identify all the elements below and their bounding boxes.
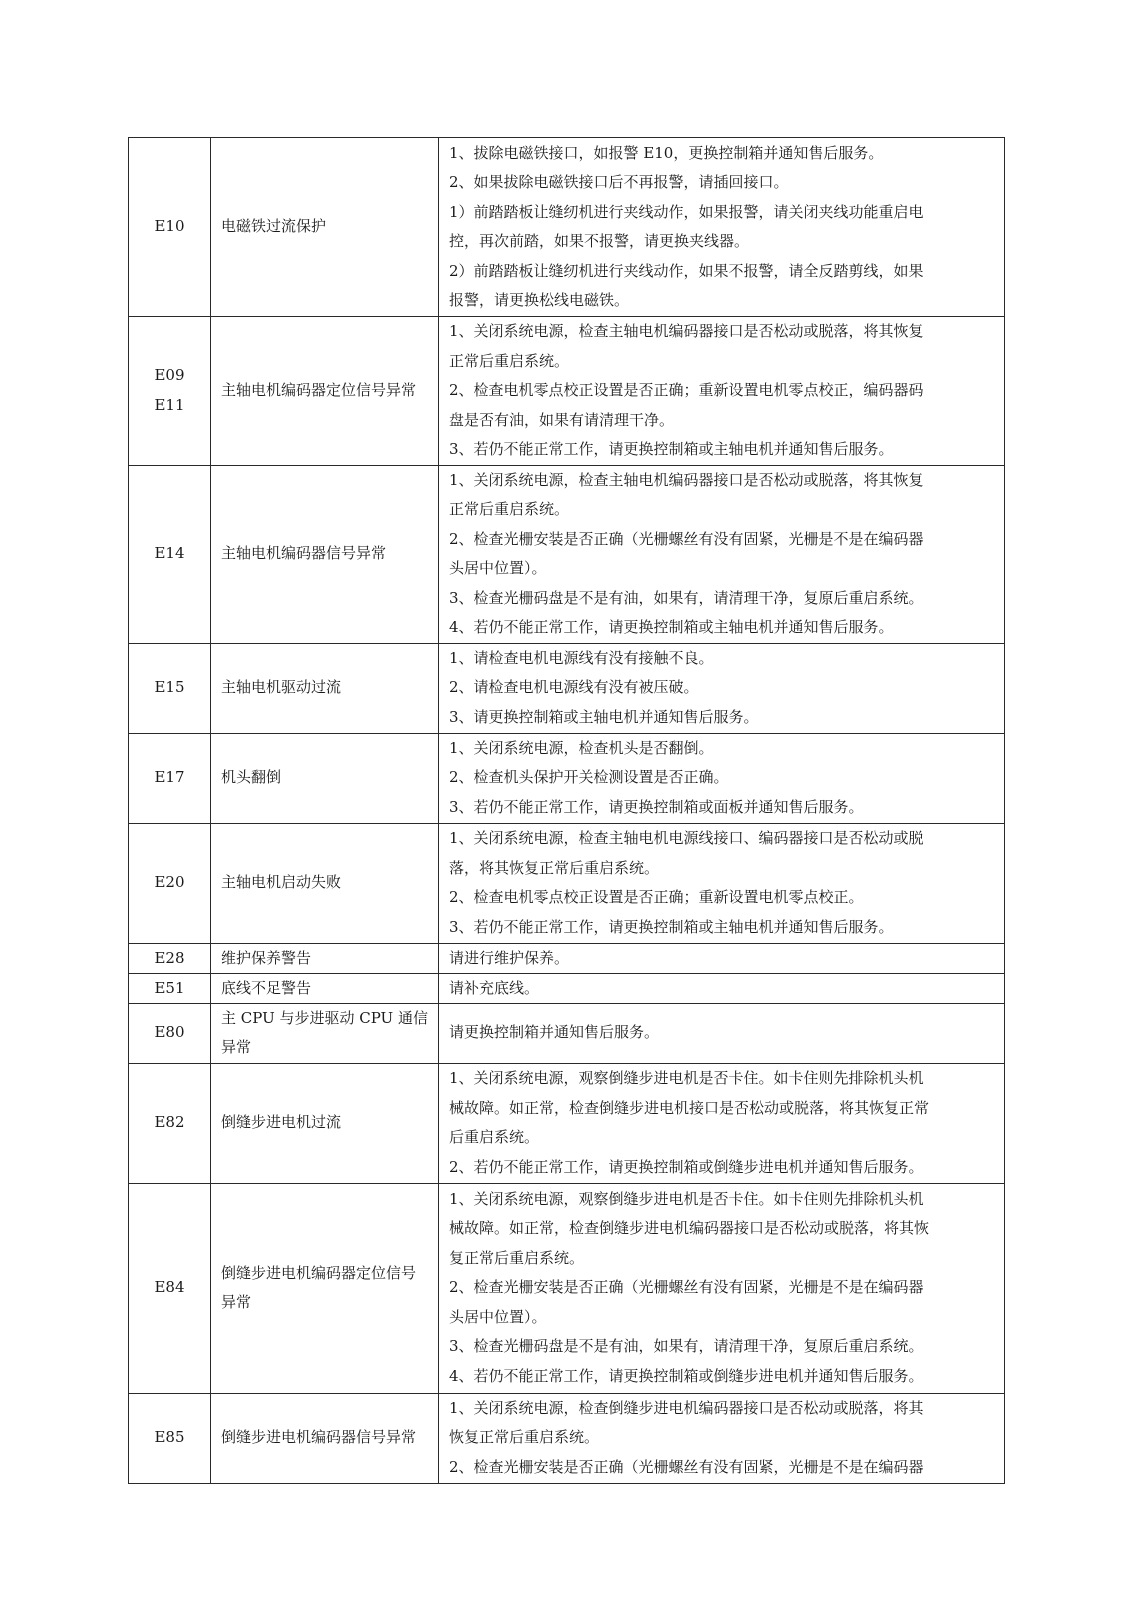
error-code: E20 (154, 873, 185, 892)
error-code-cell (129, 943, 211, 973)
error-code: E11 (154, 395, 185, 414)
error-code-cell (129, 465, 211, 643)
solution-line: 2、检查光栅安装是否正确（光栅螺丝有没有固紧，光栅是不是在编码器 (449, 529, 924, 548)
table-row (129, 1063, 1005, 1183)
table-row (129, 465, 1005, 643)
error-code-cell (129, 973, 211, 1003)
solution-line: 4、若仍不能正常工作，请更换控制箱或主轴电机并通知售后服务。 (449, 618, 894, 636)
table-row (129, 1393, 1005, 1483)
error-name-cell: 主轴电机启动失败 (211, 823, 439, 943)
error-code-cell (129, 1003, 211, 1063)
solution-cell (439, 1003, 1005, 1063)
table-row (129, 943, 1005, 973)
error-code: E09 (154, 366, 185, 385)
error-code-cell (129, 643, 211, 733)
solution-line: 1、关闭系统电源，检查倒缝步进电机编码器接口是否松动或脱落，将其 (449, 1398, 924, 1417)
solution-cell (439, 1393, 1005, 1483)
solution-line: 1、关闭系统电源，检查主轴电机电源线接口、编码器接口是否松动或脱 (449, 829, 924, 847)
error-code-cell (129, 823, 211, 943)
solution-cell (439, 1063, 1005, 1183)
solution-line: 请更换控制箱并通知售后服务。 (449, 1023, 660, 1042)
solution-line: 1、拔除电磁铁接口，如报警 E10，更换控制箱并通知售后服务。 (449, 143, 884, 162)
solution-cell (439, 138, 1005, 317)
table-row (129, 317, 1005, 466)
solution-line: 2、检查光栅安装是否正确（光栅螺丝有没有固紧，光栅是不是在编码器 (449, 1457, 924, 1476)
solution-line: 3、若仍不能正常工作，请更换控制箱或主轴电机并通知售后服务。 (449, 440, 894, 458)
solution-line: 械故障。如正常，检查倒缝步进电机接口是否松动或脱落，将其恢复正常 (449, 1098, 930, 1117)
solution-line: 2、如果拔除电磁铁接口后不再报警，请插回接口。 (449, 173, 789, 191)
solution-line: 请进行维护保养。 (449, 949, 570, 967)
error-name-cell: 主轴电机编码器定位信号异常 (211, 317, 439, 466)
solution-line: 2、若仍不能正常工作，请更换控制箱或倒缝步进电机并通知售后服务。 (449, 1157, 924, 1176)
error-code-cell (129, 138, 211, 317)
solution-line: 1、关闭系统电源，检查主轴电机编码器接口是否松动或脱落，将其恢复 (449, 470, 924, 489)
error-code: E84 (154, 1278, 185, 1297)
error-code: E10 (154, 217, 185, 236)
solution-line: 2、检查光栅安装是否正确（光栅螺丝有没有固紧，光栅是不是在编码器 (449, 1278, 924, 1297)
solution-line: 1、关闭系统电源，检查机头是否翻倒。 (449, 738, 714, 757)
solution-line: 2、检查电机零点校正设置是否正确；重新设置电机零点校正。 (449, 888, 864, 906)
table-row (129, 1183, 1005, 1393)
error-code-table (128, 137, 1005, 1484)
solution-cell (439, 465, 1005, 643)
error-name-cell: 倒缝步进电机过流 (211, 1063, 439, 1183)
error-name-cell: 维护保养警告 (211, 943, 439, 973)
error-name-cell: 倒缝步进电机编码器定位信号异常 (211, 1183, 439, 1393)
solution-line: 1、关闭系统电源，观察倒缝步进电机是否卡住。如卡住则先排除机头机 (449, 1189, 924, 1208)
error-name-cell: 机头翻倒 (211, 733, 439, 823)
solution-cell (439, 733, 1005, 823)
error-code: E28 (154, 949, 185, 967)
solution-line: 3、若仍不能正常工作，请更换控制箱或面板并通知售后服务。 (449, 797, 864, 816)
solution-cell (439, 643, 1005, 733)
solution-line: 盘是否有油，如果有请清理干净。 (449, 410, 675, 429)
solution-line: 2、检查电机零点校正设置是否正确；重新设置电机零点校正，编码器码 (449, 381, 924, 399)
error-code: E17 (154, 768, 185, 787)
error-code: E82 (154, 1113, 185, 1132)
solution-line: 1）前踏踏板让缝纫机进行夹线动作，如果报警，请关闭夹线功能重启电 (449, 202, 924, 221)
error-name-cell: 主 CPU 与步进驱动 CPU 通信异常 (211, 1003, 439, 1063)
table-row (129, 823, 1005, 943)
solution-line: 1、请检查电机电源线有没有接触不良。 (449, 648, 714, 667)
solution-cell (439, 317, 1005, 466)
solution-line: 后重启系统。 (449, 1128, 540, 1146)
solution-line: 控，再次前踏，如果不报警，请更换夹线器。 (449, 232, 750, 250)
solution-line: 1、关闭系统电源，检查主轴电机编码器接口是否松动或脱落，将其恢复 (449, 322, 924, 340)
error-code: E14 (154, 544, 185, 563)
solution-line: 恢复正常后重启系统。 (449, 1428, 600, 1447)
solution-line: 械故障。如正常，检查倒缝步进电机编码器接口是否松动或脱落，将其恢 (449, 1219, 930, 1238)
error-code-cell (129, 1393, 211, 1483)
solution-line: 正常后重启系统。 (449, 500, 570, 518)
error-code: E15 (154, 678, 185, 697)
solution-line: 请补充底线。 (449, 979, 540, 997)
solution-line: 报警，请更换松线电磁铁。 (449, 291, 630, 309)
solution-line: 3、检查光栅码盘是不是有油，如果有，请清理干净，复原后重启系统。 (449, 588, 924, 607)
table-row (129, 733, 1005, 823)
table-row (129, 1003, 1005, 1063)
solution-line: 4、若仍不能正常工作，请更换控制箱或倒缝步进电机并通知售后服务。 (449, 1366, 924, 1385)
error-code: E51 (154, 979, 185, 997)
solution-cell (439, 1183, 1005, 1393)
error-code-cell (129, 317, 211, 466)
error-name-cell: 主轴电机驱动过流 (211, 643, 439, 733)
solution-line: 头居中位置）。 (449, 559, 547, 577)
solution-cell (439, 943, 1005, 973)
error-code-cell (129, 733, 211, 823)
solution-line: 2、请检查电机电源线有没有被压破。 (449, 678, 699, 697)
solution-line: 落，将其恢复正常后重启系统。 (449, 858, 660, 877)
error-code: E85 (154, 1428, 185, 1447)
table-row (129, 643, 1005, 733)
solution-line: 3、若仍不能正常工作，请更换控制箱或主轴电机并通知售后服务。 (449, 917, 894, 936)
solution-line: 正常后重启系统。 (449, 351, 570, 370)
solution-line: 3、请更换控制箱或主轴电机并通知售后服务。 (449, 707, 759, 726)
error-name-cell: 电磁铁过流保护 (211, 138, 439, 317)
error-code: E80 (154, 1023, 185, 1042)
table-row (129, 138, 1005, 317)
solution-line: 2）前踏踏板让缝纫机进行夹线动作，如果不报警，请全反踏剪线，如果 (449, 261, 924, 280)
table-row (129, 973, 1005, 1003)
error-name-cell: 倒缝步进电机编码器信号异常 (211, 1393, 439, 1483)
solution-cell (439, 973, 1005, 1003)
error-name-cell: 主轴电机编码器信号异常 (211, 465, 439, 643)
error-code-cell (129, 1183, 211, 1393)
error-name-cell: 底线不足警告 (211, 973, 439, 1003)
solution-cell (439, 823, 1005, 943)
error-code-cell (129, 1063, 211, 1183)
solution-line: 2、检查机头保护开关检测设置是否正确。 (449, 768, 729, 787)
solution-line: 头居中位置）。 (449, 1307, 547, 1326)
error-code-table-body (129, 138, 1005, 1484)
solution-line: 1、关闭系统电源，观察倒缝步进电机是否卡住。如卡住则先排除机头机 (449, 1069, 924, 1087)
solution-line: 3、检查光栅码盘是不是有油，如果有，请清理干净，复原后重启系统。 (449, 1337, 924, 1356)
solution-line: 复正常后重启系统。 (449, 1248, 585, 1267)
